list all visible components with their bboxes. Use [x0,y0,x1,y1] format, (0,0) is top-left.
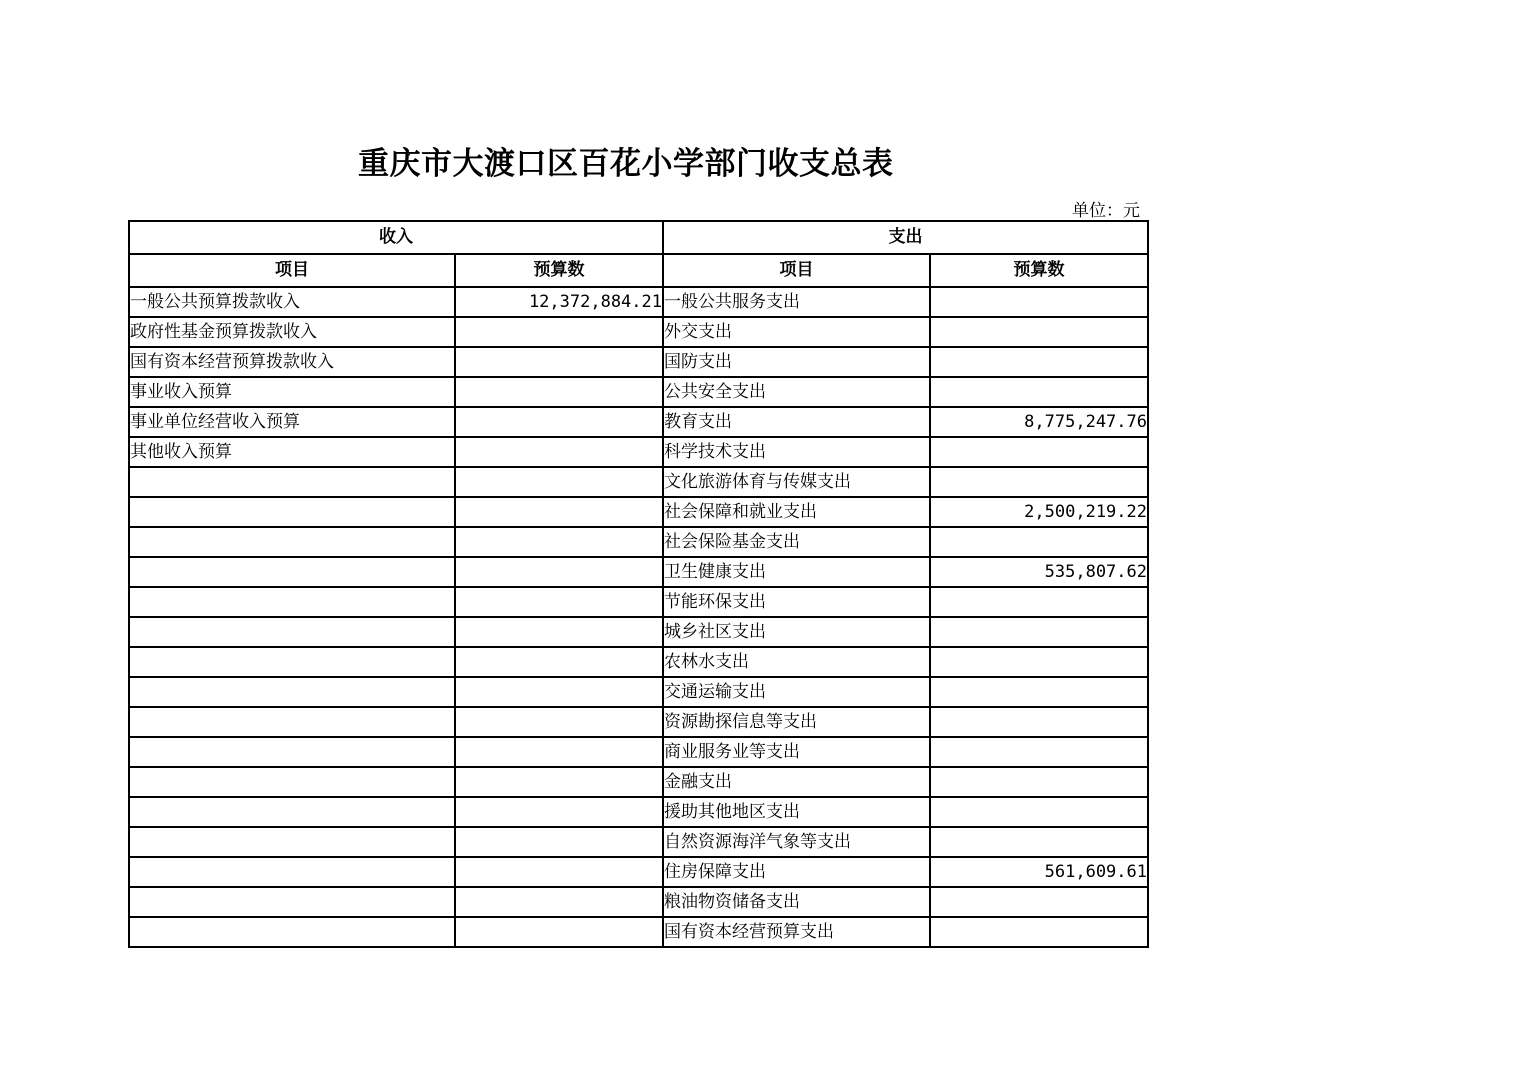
table-row [129,287,1148,317]
income-amount-cell [455,497,663,527]
income-amount-cell [455,857,663,887]
expense-amount-cell: 2,500,219.22 [930,497,1148,527]
table-row [129,467,1148,497]
income-amount-cell [455,527,663,557]
income-item-cell [129,797,455,827]
income-amount-cell [455,377,663,407]
expense-item-cell: 资源勘探信息等支出 [663,707,930,737]
income-amount-cell [455,467,663,497]
table-row [129,707,1148,737]
expense-item-cell: 援助其他地区支出 [663,797,930,827]
expense-item-cell: 农林水支出 [663,647,930,677]
income-amount-cell [455,647,663,677]
income-amount-cell [455,587,663,617]
income-amount-cell [455,917,663,947]
expense-item-cell: 城乡社区支出 [663,617,930,647]
expense-amount-cell: 8,775,247.76 [930,407,1148,437]
table-row [129,827,1148,857]
expense-amount-cell [930,887,1148,917]
income-item-cell: 事业单位经营收入预算 [129,407,455,437]
income-item-cell [129,647,455,677]
budget-table [128,220,1149,948]
page-title: 重庆市大渡口区百花小学部门收支总表 [358,146,894,182]
income-item-cell [129,497,455,527]
table-row [129,797,1148,827]
table-row [129,917,1148,947]
expense-amount-cell [930,917,1148,947]
unit-label: 单位：元 [1072,201,1140,221]
table-row [129,737,1148,767]
income-item-cell [129,677,455,707]
income-amount-cell [455,797,663,827]
expense-amount-cell [930,347,1148,377]
expense-item-cell: 节能环保支出 [663,587,930,617]
table-row [129,527,1148,557]
table-row [129,437,1148,467]
income-amount-cell [455,557,663,587]
expense-amount-cell: 561,609.61 [930,857,1148,887]
table-body [129,287,1148,947]
income-amount-cell [455,347,663,377]
expense-item-cell: 国有资本经营预算支出 [663,917,930,947]
expense-amount-cell [930,287,1148,317]
expense-amount-cell: 535,807.62 [930,557,1148,587]
income-item-cell [129,527,455,557]
expense-item-cell: 社会保障和就业支出 [663,497,930,527]
expense-item-header: 项目 [663,254,930,287]
income-item-cell: 其他收入预算 [129,437,455,467]
income-item-cell: 事业收入预算 [129,377,455,407]
income-item-cell [129,887,455,917]
expense-amount-cell [930,737,1148,767]
expense-amount-cell [930,467,1148,497]
income-item-cell [129,857,455,887]
expense-item-cell: 金融支出 [663,767,930,797]
table-row [129,767,1148,797]
expense-item-cell: 教育支出 [663,407,930,437]
expense-amount-cell [930,527,1148,557]
income-amount-cell [455,767,663,797]
expense-amount-cell [930,317,1148,347]
expense-amount-cell [930,587,1148,617]
income-item-header: 项目 [129,254,455,287]
income-amount-cell [455,827,663,857]
income-item-cell [129,827,455,857]
expense-amount-cell [930,677,1148,707]
income-item-cell [129,467,455,497]
table-row [129,857,1148,887]
income-amount-cell [455,407,663,437]
income-item-cell: 一般公共预算拨款收入 [129,287,455,317]
expense-item-cell: 粮油物资储备支出 [663,887,930,917]
section-header-row [129,221,1148,254]
income-amount-cell [455,437,663,467]
income-item-cell [129,737,455,767]
income-item-cell [129,617,455,647]
table-row [129,617,1148,647]
income-amount-cell [455,677,663,707]
expense-item-cell: 卫生健康支出 [663,557,930,587]
table-row [129,317,1148,347]
expense-amount-cell [930,797,1148,827]
table-row [129,557,1148,587]
expense-amount-cell [930,767,1148,797]
expense-amount-cell [930,707,1148,737]
table-row [129,347,1148,377]
expense-item-cell: 科学技术支出 [663,437,930,467]
expense-item-cell: 外交支出 [663,317,930,347]
income-section-header: 收入 [129,221,663,254]
expense-budget-header: 预算数 [930,254,1148,287]
expense-item-cell: 一般公共服务支出 [663,287,930,317]
income-amount-cell [455,617,663,647]
table-row [129,377,1148,407]
table-row [129,497,1148,527]
expense-item-cell: 商业服务业等支出 [663,737,930,767]
table-row [129,587,1148,617]
income-amount-cell [455,317,663,347]
income-item-cell: 国有资本经营预算拨款收入 [129,347,455,377]
expense-amount-cell [930,617,1148,647]
income-amount-cell [455,887,663,917]
table-row [129,887,1148,917]
expense-item-cell: 住房保障支出 [663,857,930,887]
income-item-cell [129,587,455,617]
income-amount-cell: 12,372,884.21 [455,287,663,317]
income-amount-cell [455,707,663,737]
income-item-cell: 政府性基金预算拨款收入 [129,317,455,347]
expense-item-cell: 自然资源海洋气象等支出 [663,827,930,857]
income-budget-header: 预算数 [455,254,663,287]
expense-amount-cell [930,437,1148,467]
income-item-cell [129,557,455,587]
expense-item-cell: 文化旅游体育与传媒支出 [663,467,930,497]
income-item-cell [129,767,455,797]
expense-item-cell: 公共安全支出 [663,377,930,407]
expense-section-header: 支出 [663,221,1148,254]
column-header-row [129,254,1148,287]
income-item-cell [129,707,455,737]
expense-item-cell: 社会保险基金支出 [663,527,930,557]
table-row [129,677,1148,707]
expense-amount-cell [930,827,1148,857]
expense-item-cell: 国防支出 [663,347,930,377]
expense-amount-cell [930,377,1148,407]
expense-item-cell: 交通运输支出 [663,677,930,707]
expense-amount-cell [930,647,1148,677]
income-amount-cell [455,737,663,767]
table-row [129,407,1148,437]
income-item-cell [129,917,455,947]
table-row [129,647,1148,677]
